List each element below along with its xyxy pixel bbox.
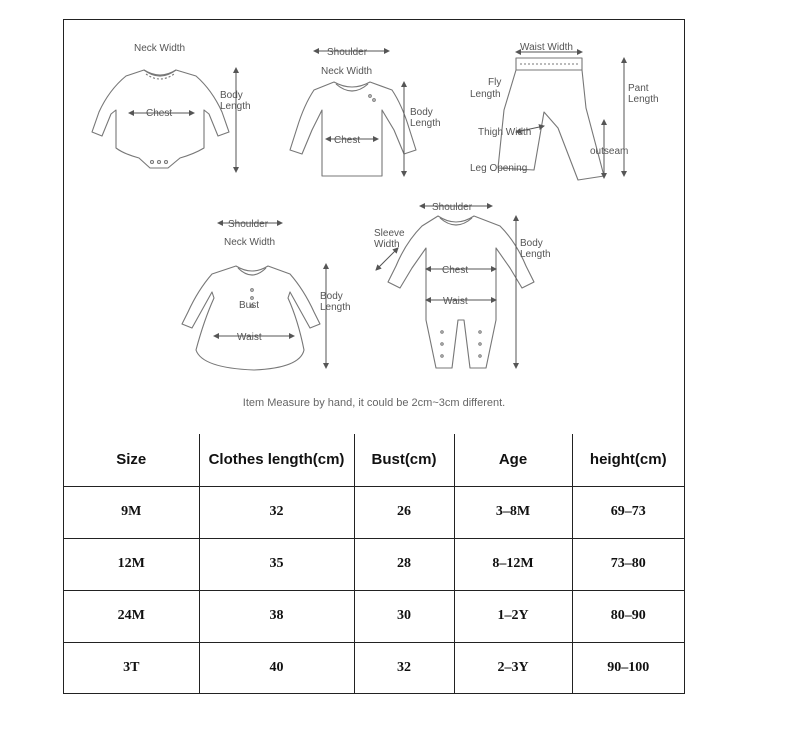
cell-age: 8–12M xyxy=(454,538,572,590)
bodysuit-body-length-label-1: Body xyxy=(220,90,243,101)
header-clothes-length: Clothes length(cm) xyxy=(199,434,354,486)
pants-thigh-width-label: Thigh Width xyxy=(478,127,532,138)
pants-fly-length-label-1: Fly xyxy=(488,77,502,88)
table-row xyxy=(64,590,684,642)
table-row xyxy=(64,486,684,538)
dress-waist-label: Waist xyxy=(237,332,262,343)
header-bust: Bust(cm) xyxy=(354,434,454,486)
size-chart-frame xyxy=(63,19,685,694)
header-height: height(cm) xyxy=(572,434,684,486)
cell-age: 1–2Y xyxy=(454,590,572,642)
romper-waist-label: Waist xyxy=(443,296,468,307)
table-row xyxy=(64,538,684,590)
romper-chest-label: Chest xyxy=(442,265,469,276)
cell-size: 3T xyxy=(64,642,199,694)
romper-body-length-label-1: Body xyxy=(520,238,543,249)
bodysuit-illustration xyxy=(92,70,229,168)
cell-bust: 30 xyxy=(354,590,454,642)
pants-illustration xyxy=(498,58,604,180)
romper-illustration xyxy=(388,216,534,368)
pants-pant-length-label-1: Pant xyxy=(628,83,649,94)
cell-height: 73–80 xyxy=(572,538,684,590)
table-header-row xyxy=(64,434,684,486)
cell-clothes-length: 38 xyxy=(199,590,354,642)
tshirt-body-length-label-2: Length xyxy=(410,118,441,129)
cell-clothes-length: 40 xyxy=(199,642,354,694)
cell-bust: 32 xyxy=(354,642,454,694)
pants-fly-length-label-2: Length xyxy=(470,89,501,100)
dress-body-length-label-2: Length xyxy=(320,302,351,313)
cell-height: 90–100 xyxy=(572,642,684,694)
bodysuit-chest-label: Chest xyxy=(146,108,173,119)
tshirt-shoulder-label: Shoulder xyxy=(327,47,368,58)
tshirt-neck-width-label: Neck Width xyxy=(321,66,373,77)
cell-height: 69–73 xyxy=(572,486,684,538)
tshirt-illustration xyxy=(290,82,416,176)
cell-bust: 26 xyxy=(354,486,454,538)
measurement-diagram xyxy=(64,20,684,434)
size-table xyxy=(64,434,684,694)
table-row xyxy=(64,642,684,694)
cell-bust: 28 xyxy=(354,538,454,590)
dress-body-length-label-1: Body xyxy=(320,291,343,302)
header-age: Age xyxy=(454,434,572,486)
pants-pant-length-label-2: Length xyxy=(628,94,659,105)
tshirt-chest-label: Chest xyxy=(334,135,361,146)
dress-neck-width-label: Neck Width xyxy=(224,237,276,248)
cell-age: 2–3Y xyxy=(454,642,572,694)
measurement-note: Item Measure by hand, it could be 2cm~3cm different. xyxy=(242,397,506,409)
bodysuit-neck-width-label: Neck Width xyxy=(134,43,186,54)
cell-size: 9M xyxy=(64,486,199,538)
cell-size: 12M xyxy=(64,538,199,590)
cell-size: 24M xyxy=(64,590,199,642)
cell-clothes-length: 35 xyxy=(199,538,354,590)
cell-clothes-length: 32 xyxy=(199,486,354,538)
romper-shoulder-label: Shoulder xyxy=(432,202,473,213)
romper-sleeve-width-label-1: Sleeve xyxy=(374,228,405,239)
dress-illustration xyxy=(182,266,320,370)
pants-waist-width-label: Waist Width xyxy=(520,42,573,53)
pants-leg-opening-label: Leg Opening xyxy=(470,163,528,174)
dress-bust-label: Bust xyxy=(239,300,260,311)
romper-sleeve-width-label-2: Width xyxy=(374,239,400,250)
romper-body-length-label-2: Length xyxy=(520,249,551,260)
header-size: Size xyxy=(64,434,199,486)
pants-outseam-label: outseam xyxy=(590,146,629,157)
tshirt-body-length-label-1: Body xyxy=(410,107,433,118)
cell-age: 3–8M xyxy=(454,486,572,538)
dress-shoulder-label: Shoulder xyxy=(228,219,269,230)
bodysuit-body-length-label-2: Length xyxy=(220,101,251,112)
cell-height: 80–90 xyxy=(572,590,684,642)
